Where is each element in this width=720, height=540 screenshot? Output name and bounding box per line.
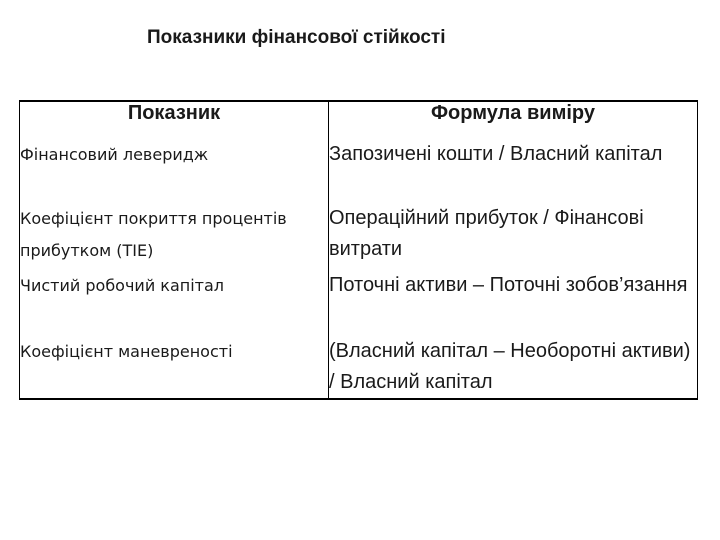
- indicator-name: Коефіцієнт покриття процентів прибутком (TIE): [20, 209, 287, 260]
- column-header-formula: Формула виміру: [329, 101, 698, 136]
- indicator-name: Фінансовий леверидж: [20, 145, 209, 164]
- indicator-name: Чистий робочий капітал: [20, 276, 225, 295]
- table-row: [20, 267, 698, 333]
- table-body: [20, 136, 698, 399]
- indicator-formula: (Власний капітал – Необоротні активи) / Власний капітал: [329, 333, 698, 399]
- indicator-formula: Запозичені кошти / Власний капітал: [329, 136, 698, 200]
- table-header: [20, 101, 698, 136]
- indicator-formula: Операційний прибуток / Фінансові витрати: [329, 200, 698, 267]
- table-row: [20, 136, 698, 200]
- page-title: Показники фінансової стійкості: [147, 27, 446, 48]
- indicator-name: Коефіцієнт маневреності: [20, 342, 233, 361]
- indicator-formula: Поточні активи – Поточні зобов’язання: [329, 267, 698, 333]
- column-header-indicator: Показник: [127, 102, 221, 124]
- header-row: [20, 101, 698, 136]
- table-row: [20, 333, 698, 399]
- table-row: [20, 200, 698, 267]
- indicators-table: [19, 100, 698, 400]
